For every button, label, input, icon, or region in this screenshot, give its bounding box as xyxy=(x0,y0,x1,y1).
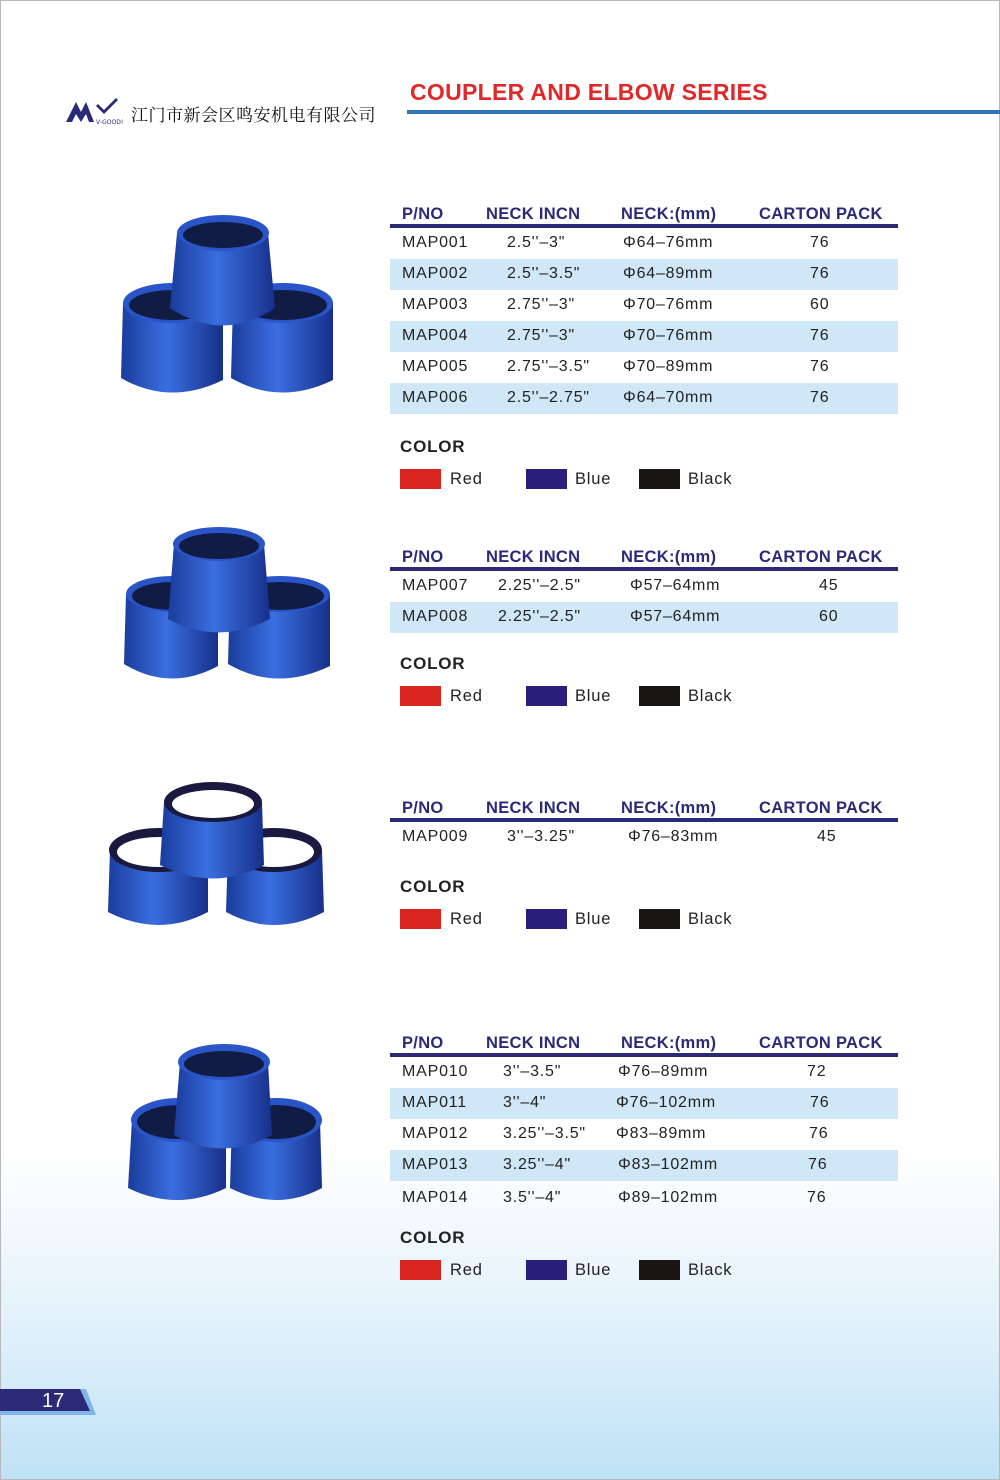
cell-neck-incn: 3.25''–4" xyxy=(503,1156,571,1173)
cell-neck-incn: 2.5''–3" xyxy=(507,234,566,251)
swatch-black xyxy=(639,469,680,489)
cell-carton-pack: 45 xyxy=(819,577,839,594)
cell-pno: MAP002 xyxy=(402,265,469,282)
col-carton-pack: CARTON PACK xyxy=(759,548,883,566)
table-row xyxy=(390,822,898,853)
header-rule xyxy=(407,110,1000,114)
table-row xyxy=(390,383,898,414)
cell-neck-mm: Φ70–76mm xyxy=(623,327,714,344)
table-header xyxy=(390,1031,898,1057)
swatch-label-red: Red xyxy=(450,470,483,488)
cell-carton-pack: 60 xyxy=(810,296,830,313)
table-row xyxy=(390,321,898,352)
color-legend-2 xyxy=(400,654,800,714)
table-row xyxy=(390,228,898,259)
swatch-red xyxy=(400,1260,441,1280)
cell-carton-pack: 76 xyxy=(809,1125,829,1142)
col-carton-pack: CARTON PACK xyxy=(759,205,883,223)
cell-pno: MAP005 xyxy=(402,358,469,375)
table-row xyxy=(390,290,898,321)
company-name: 江门市新会区鸣安机电有限公司 xyxy=(131,106,376,126)
cell-neck-mm: Φ64–70mm xyxy=(623,389,714,406)
col-carton-pack: CARTON PACK xyxy=(759,1034,883,1052)
swatch-label-red: Red xyxy=(450,687,483,705)
table-row xyxy=(390,1088,898,1119)
cell-neck-incn: 2.5''–2.75" xyxy=(507,389,590,406)
series-title: COUPLER AND ELBOW SERIES xyxy=(410,79,768,105)
swatch-label-black: Black xyxy=(688,687,733,705)
table-row xyxy=(390,1150,898,1181)
company-logo xyxy=(64,96,124,126)
cell-neck-incn: 2.25''–2.5" xyxy=(498,608,581,625)
spec-table-1 xyxy=(390,202,898,414)
cell-neck-incn: 3.25''–3.5" xyxy=(503,1125,586,1142)
cell-neck-incn: 2.25''–2.5" xyxy=(498,577,581,594)
product-image-reducer-coupler xyxy=(115,208,340,408)
cell-neck-mm: Φ83–89mm xyxy=(616,1125,707,1142)
table-row xyxy=(390,602,898,633)
col-neck-mm: NECK:(mm) xyxy=(621,1034,717,1052)
swatch-blue xyxy=(526,909,567,929)
col-carton-pack: CARTON PACK xyxy=(759,799,883,817)
cell-pno: MAP004 xyxy=(402,327,469,344)
cell-neck-mm: Φ89–102mm xyxy=(618,1189,719,1206)
swatch-label-black: Black xyxy=(688,910,733,928)
table-row xyxy=(390,259,898,290)
cell-pno: MAP008 xyxy=(402,608,469,625)
table-row xyxy=(390,1057,898,1088)
table-header xyxy=(390,796,898,822)
swatch-black xyxy=(639,686,680,706)
spec-table-3 xyxy=(390,796,898,853)
cell-carton-pack: 60 xyxy=(819,608,839,625)
cell-carton-pack: 76 xyxy=(808,1156,828,1173)
cell-neck-incn: 2.75''–3.5" xyxy=(507,358,590,375)
cell-neck-mm: Φ76–102mm xyxy=(616,1094,717,1111)
cell-carton-pack: 76 xyxy=(810,234,830,251)
cell-carton-pack: 76 xyxy=(810,358,830,375)
swatch-black xyxy=(639,1260,680,1280)
cell-neck-incn: 3''–4" xyxy=(503,1094,547,1111)
cell-pno: MAP009 xyxy=(402,828,469,845)
swatch-blue xyxy=(526,686,567,706)
cell-neck-mm: Φ64–89mm xyxy=(623,265,714,282)
col-pno: P/NO xyxy=(402,205,444,223)
color-legend-1 xyxy=(400,437,800,497)
cell-neck-mm: Φ76–89mm xyxy=(618,1063,709,1080)
color-title: COLOR xyxy=(400,654,466,673)
color-title: COLOR xyxy=(400,437,466,456)
col-neck-incn: NECK INCN xyxy=(486,205,581,223)
col-neck-mm: NECK:(mm) xyxy=(621,799,717,817)
swatch-label-blue: Blue xyxy=(575,470,612,488)
col-neck-mm: NECK:(mm) xyxy=(621,205,717,223)
cell-neck-incn: 3.5''–4" xyxy=(503,1189,562,1206)
spec-table-2 xyxy=(390,545,898,633)
table-row xyxy=(390,1119,898,1150)
cell-carton-pack: 76 xyxy=(810,265,830,282)
cell-pno: MAP012 xyxy=(402,1125,469,1142)
cell-carton-pack: 76 xyxy=(807,1189,827,1206)
cell-pno: MAP011 xyxy=(402,1094,467,1111)
swatch-label-red: Red xyxy=(450,1261,483,1279)
col-pno: P/NO xyxy=(402,799,444,817)
cell-pno: MAP007 xyxy=(402,577,469,594)
product-image-large-reducer xyxy=(122,1040,327,1210)
product-image-short-coupler xyxy=(104,780,329,940)
cell-neck-incn: 2.75''–3" xyxy=(507,327,575,344)
color-title: COLOR xyxy=(400,877,466,896)
cell-pno: MAP006 xyxy=(402,389,469,406)
swatch-label-red: Red xyxy=(450,910,483,928)
swatch-red xyxy=(400,909,441,929)
cell-neck-incn: 2.75''–3" xyxy=(507,296,575,313)
col-pno: P/NO xyxy=(402,1034,444,1052)
swatch-black xyxy=(639,909,680,929)
swatch-label-black: Black xyxy=(688,470,733,488)
color-title: COLOR xyxy=(400,1228,466,1247)
cell-pno: MAP010 xyxy=(402,1063,469,1080)
color-legend-4 xyxy=(400,1228,800,1288)
cell-pno: MAP001 xyxy=(402,234,469,251)
swatch-blue xyxy=(526,1260,567,1280)
cell-neck-mm: Φ70–76mm xyxy=(623,296,714,313)
cell-neck-mm: Φ57–64mm xyxy=(630,608,721,625)
cell-pno: MAP013 xyxy=(402,1156,469,1173)
table-header xyxy=(390,545,898,571)
swatch-blue xyxy=(526,469,567,489)
spec-table-4 xyxy=(390,1031,898,1213)
table-row xyxy=(390,571,898,602)
cell-carton-pack: 76 xyxy=(810,1094,830,1111)
table-row xyxy=(390,352,898,383)
col-pno: P/NO xyxy=(402,548,444,566)
cell-neck-incn: 3''–3.25" xyxy=(507,828,575,845)
col-neck-incn: NECK INCN xyxy=(486,548,581,566)
cell-carton-pack: 72 xyxy=(807,1063,827,1080)
cell-carton-pack: 76 xyxy=(810,327,830,344)
page-number: 17 xyxy=(42,1390,65,1412)
swatch-label-blue: Blue xyxy=(575,910,612,928)
swatch-red xyxy=(400,686,441,706)
table-row xyxy=(390,1181,898,1213)
cell-neck-mm: Φ83–102mm xyxy=(618,1156,719,1173)
logo-text: V-GOOD! xyxy=(96,119,124,126)
color-legend-3 xyxy=(400,877,800,937)
swatch-label-blue: Blue xyxy=(575,687,612,705)
product-image-straight-coupler xyxy=(118,524,338,694)
cell-neck-incn: 3''–3.5" xyxy=(503,1063,562,1080)
cell-neck-mm: Φ57–64mm xyxy=(630,577,721,594)
col-neck-incn: NECK INCN xyxy=(486,799,581,817)
cell-neck-mm: Φ70–89mm xyxy=(623,358,714,375)
cell-neck-incn: 2.5''–3.5" xyxy=(507,265,581,282)
swatch-label-blue: Blue xyxy=(575,1261,612,1279)
cell-neck-mm: Φ76–83mm xyxy=(628,828,719,845)
swatch-red xyxy=(400,469,441,489)
swatch-label-black: Black xyxy=(688,1261,733,1279)
cell-pno: MAP014 xyxy=(402,1189,469,1206)
table-header xyxy=(390,202,898,228)
cell-carton-pack: 76 xyxy=(810,389,830,406)
col-neck-mm: NECK:(mm) xyxy=(621,548,717,566)
cell-carton-pack: 45 xyxy=(817,828,837,845)
cell-neck-mm: Φ64–76mm xyxy=(623,234,714,251)
cell-pno: MAP003 xyxy=(402,296,469,313)
col-neck-incn: NECK INCN xyxy=(486,1034,581,1052)
